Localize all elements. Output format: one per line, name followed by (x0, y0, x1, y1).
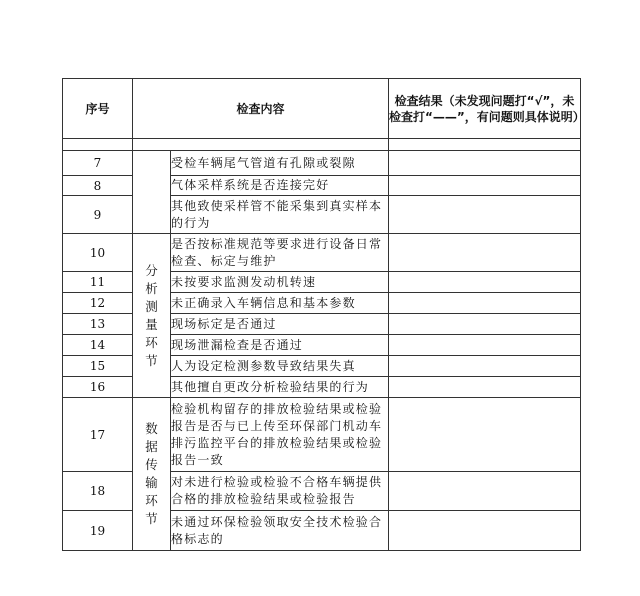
inspection-table (62, 78, 585, 551)
row-result[interactable] (389, 293, 581, 314)
row-item: 检验机构留存的排放检验结果或检验报告是否与已上传至环保部门机动车排污监控平台的排放检验结果或检验报告一致 (171, 398, 389, 472)
row-no: 13 (63, 314, 133, 335)
header-content: 检查内容 (133, 79, 389, 139)
stage-line: 分 析 (145, 262, 166, 296)
row-item: 气体采样系统是否连接完好 (171, 176, 389, 196)
header-no: 序号 (63, 79, 133, 139)
row-no: 15 (63, 356, 133, 377)
row-result[interactable] (389, 472, 581, 511)
row-result[interactable] (389, 398, 581, 472)
stage-analysis-measure (133, 234, 171, 398)
row-result[interactable] (389, 511, 581, 551)
row-result[interactable] (389, 196, 581, 234)
stage-cell-empty (133, 151, 171, 234)
row-no: 18 (63, 472, 133, 511)
row-result[interactable] (389, 377, 581, 398)
row-item: 是否按标准规范等要求进行设备日常检查、标定与维护 (171, 234, 389, 272)
row-no: 12 (63, 293, 133, 314)
row-result[interactable] (389, 151, 581, 176)
stage-data-transfer (133, 398, 171, 551)
row-item: 现场泄漏检查是否通过 (171, 335, 389, 356)
row-result[interactable] (389, 314, 581, 335)
row-no: 8 (63, 176, 133, 196)
blank-cell (389, 139, 581, 151)
stage-line: 测 量 (145, 298, 166, 332)
row-no: 9 (63, 196, 133, 234)
table-row-blank (63, 139, 581, 151)
row-item: 未通过环保检验领取安全技术检验合格标志的 (171, 511, 389, 551)
stage-line: 环 节 (145, 493, 166, 526)
stage-line: 传 输 (145, 457, 166, 490)
row-no: 7 (63, 151, 133, 176)
row-item: 未正确录入车辆信息和基本参数 (171, 293, 389, 314)
row-item: 受检车辆尾气管道有孔隙或裂隙 (171, 151, 389, 176)
row-result[interactable] (389, 356, 581, 377)
row-result[interactable] (389, 272, 581, 293)
blank-cell (133, 139, 389, 151)
row-item: 其他擅自更改分析检验结果的行为 (171, 377, 389, 398)
row-result[interactable] (389, 176, 581, 196)
table-row (63, 398, 581, 472)
row-no: 14 (63, 335, 133, 356)
row-item: 现场标定是否通过 (171, 314, 389, 335)
row-no: 19 (63, 511, 133, 551)
row-item: 其他致使采样管不能采集到真实样本的行为 (171, 196, 389, 234)
table-row (63, 151, 581, 176)
stage-line: 数 据 (145, 421, 166, 454)
row-no: 16 (63, 377, 133, 398)
table-row (63, 234, 581, 272)
row-result[interactable] (389, 234, 581, 272)
row-no: 10 (63, 234, 133, 272)
blank-cell (63, 139, 133, 151)
row-item: 人为设定检测参数导致结果失真 (171, 356, 389, 377)
row-result[interactable] (389, 335, 581, 356)
row-item: 未按要求监测发动机转速 (171, 272, 389, 293)
row-no: 17 (63, 398, 133, 472)
row-item: 对未进行检验或检验不合格车辆提供合格的排放检验结果或检验报告 (171, 472, 389, 511)
header-result: 检查结果（未发现问题打“√”，未检查打“——”，有问题则具体说明） (389, 79, 581, 139)
stage-line: 环 节 (145, 334, 166, 368)
table-header-row (63, 79, 581, 139)
row-no: 11 (63, 272, 133, 293)
